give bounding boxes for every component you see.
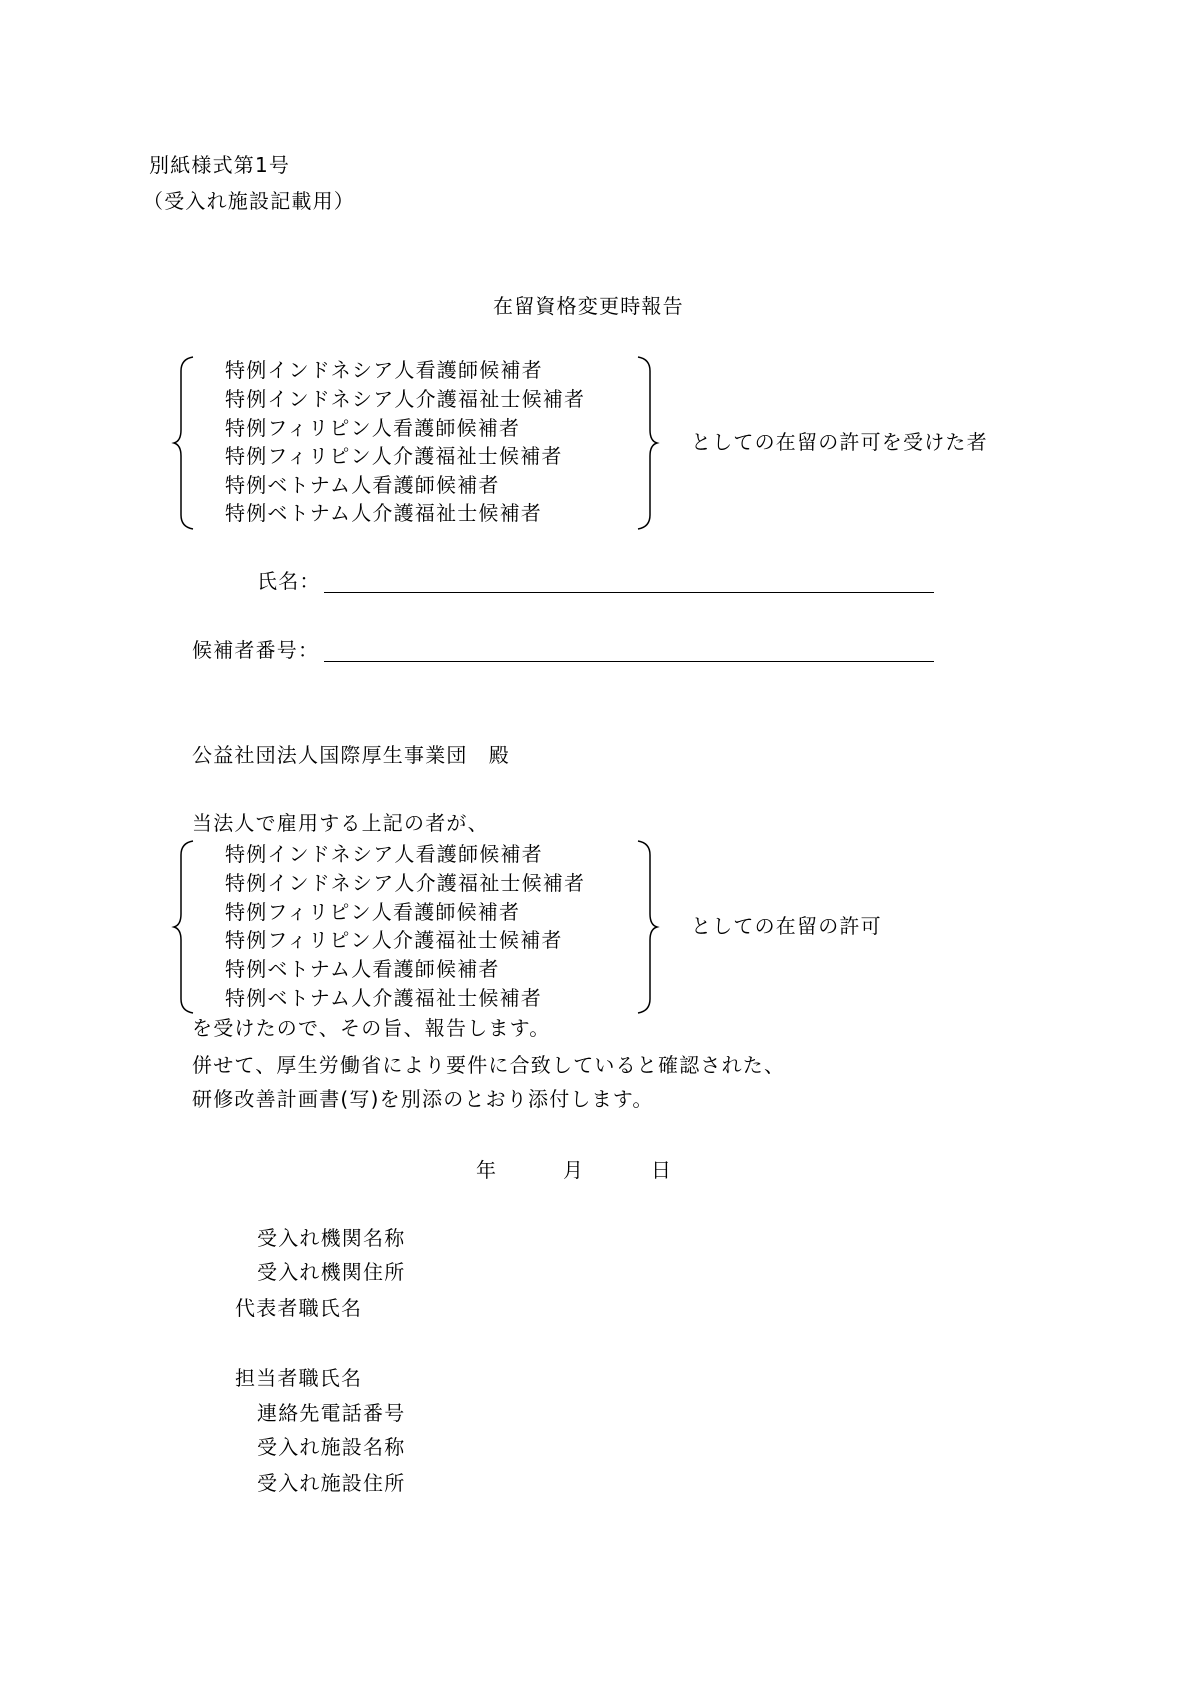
candidate-number-field[interactable] (324, 661, 934, 662)
candidate-type: 特例フィリピン人看護師候補者 (225, 416, 521, 440)
org-address-label: 受入れ機関住所 (257, 1260, 406, 1284)
candidate-type: 特例フィリピン人介護福祉士候補者 (225, 928, 563, 952)
candidate-type: 特例ベトナム人介護福祉士候補者 (225, 501, 542, 525)
facility-address-label: 受入れ施設住所 (257, 1471, 406, 1495)
addressee: 公益社団法人国際厚生事業団 殿 (192, 743, 510, 767)
contact-person-label: 担当者職氏名 (235, 1366, 363, 1390)
candidate-type: 特例インドネシア人介護福祉士候補者 (225, 387, 586, 411)
name-label: 氏名： (257, 569, 321, 593)
candidate-type: 特例ベトナム人介護福祉士候補者 (225, 986, 542, 1010)
candidate-type: 特例ベトナム人看護師候補者 (225, 957, 500, 981)
block1-suffix: としての在留の許可を受けた者 (691, 430, 988, 454)
candidate-type: 特例インドネシア人看護師候補者 (225, 842, 543, 866)
form-number: 別紙様式第1号 (149, 153, 291, 177)
name-field[interactable] (324, 592, 934, 593)
candidate-type: 特例インドネシア人看護師候補者 (225, 358, 543, 382)
right-brace (637, 840, 669, 1014)
org-name-label: 受入れ機関名称 (257, 1226, 406, 1250)
right-brace (637, 356, 669, 530)
representative-label: 代表者職氏名 (235, 1296, 363, 1320)
facility-name-label: 受入れ施設名称 (257, 1435, 406, 1459)
document-title: 在留資格変更時報告 (493, 294, 684, 318)
phone-label: 連絡先電話番号 (257, 1401, 406, 1425)
left-brace (173, 356, 205, 530)
body-line-1: を受けたので、その旨、報告します。 (192, 1016, 551, 1040)
body-line-3: 研修改善計画書(写)を別添のとおり添付します。 (192, 1087, 654, 1111)
date-month: 月 (563, 1158, 585, 1182)
body-intro: 当法人で雇用する上記の者が、 (192, 811, 489, 835)
body-line-2: 併せて、厚生労働省により要件に合致していると確認された、 (192, 1053, 786, 1077)
candidate-type: 特例フィリピン人介護福祉士候補者 (225, 444, 563, 468)
candidate-type: 特例ベトナム人看護師候補者 (225, 473, 500, 497)
candidate-type: 特例インドネシア人介護福祉士候補者 (225, 871, 586, 895)
date-day: 日 (651, 1158, 673, 1182)
left-brace (173, 840, 205, 1014)
usage-note: （受入れ施設記載用） (143, 189, 355, 213)
date-year: 年 (476, 1158, 498, 1182)
block2-suffix: としての在留の許可 (691, 914, 882, 938)
candidate-type: 特例フィリピン人看護師候補者 (225, 900, 521, 924)
candidate-number-label: 候補者番号： (192, 638, 320, 662)
